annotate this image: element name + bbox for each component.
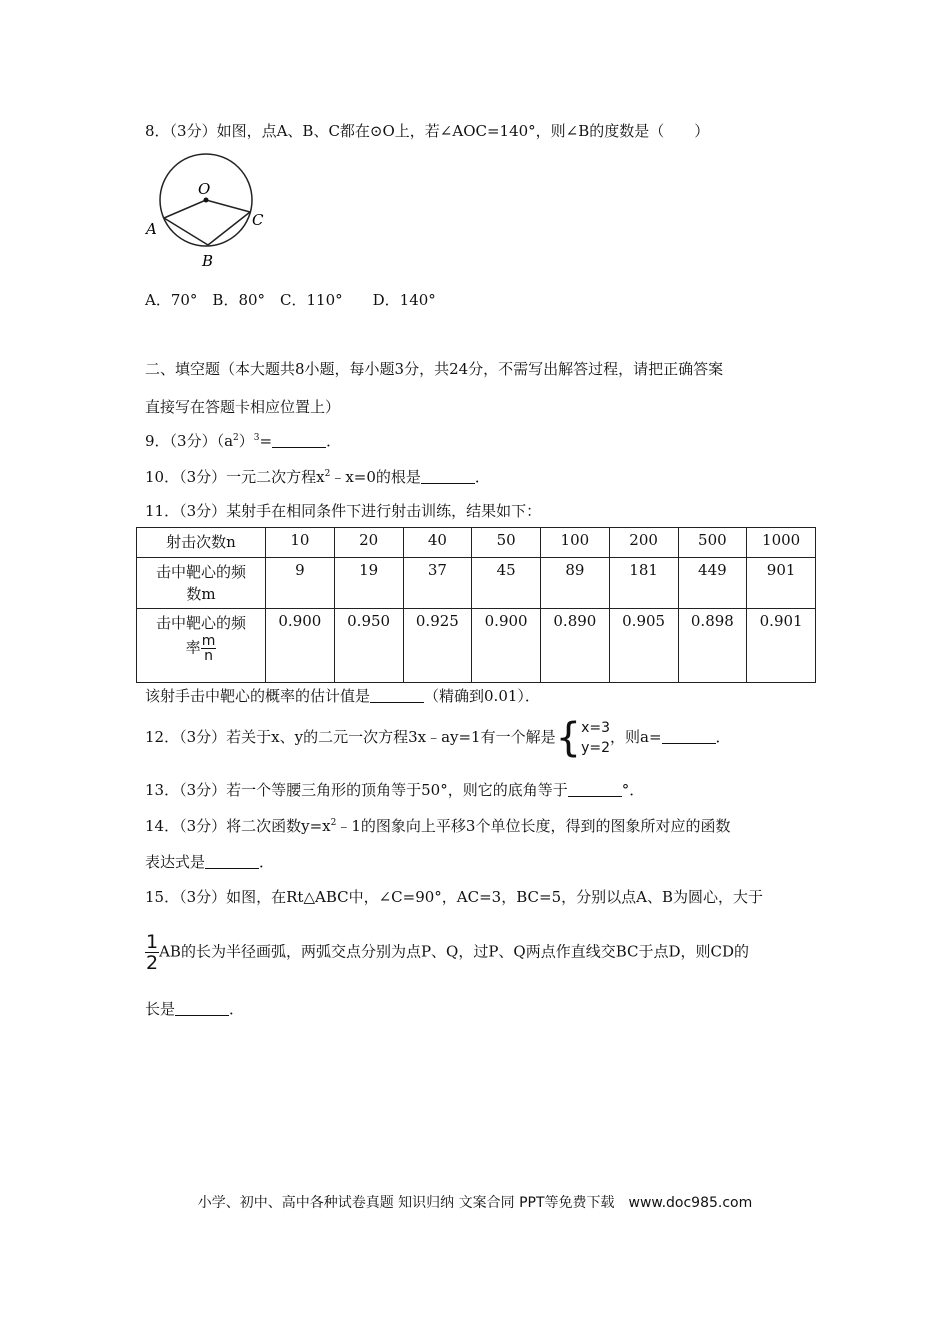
table-cell: 0.901 [747, 609, 816, 683]
table-cell: 89 [541, 558, 610, 609]
table-cell: 901 [747, 558, 816, 609]
table-cell: 0.950 [334, 609, 403, 683]
q15-line2: $\frac{1}{2}$ AB的长为半径画弧，两弧交点分别为点P、Q，过P、Q两点作直线交BC于点D，则CD的 [146, 931, 750, 974]
table-cell: 0.925 [403, 609, 472, 683]
q8-options: A．70° B．80° C．110° D．140° [145, 291, 436, 309]
label-o: O [198, 180, 211, 198]
equation-system: x=3 y=2 [581, 720, 610, 756]
table-cell: 0.900 [266, 609, 335, 683]
answer-blank [421, 469, 475, 484]
table-cell: 100 [541, 528, 610, 558]
table-cell: 500 [678, 528, 747, 558]
section2-title-line2: 直接写在答题卡相应位置上） [145, 398, 341, 416]
table-cell: 181 [609, 558, 678, 609]
table-cell: 0.900 [472, 609, 541, 683]
label-c: C [252, 211, 264, 229]
q8-stem: 8．（3分）如图，点A、B、C都在⊙O上，若∠AOC=140°，则∠B的度数是（ ） [145, 122, 710, 140]
table-cell: 0.898 [678, 609, 747, 683]
row-label-hits: 击中靶心的频 数m [137, 558, 266, 609]
answer-blank [175, 1001, 229, 1016]
left-brace-icon: { [555, 715, 582, 761]
table-cell: 0.905 [609, 609, 678, 683]
page-footer: 小学、初中、高中各种试卷真题 知识归纳 文案合同 PPT等免费下载 www.doc985.com [197, 1195, 753, 1211]
table-cell: 37 [403, 558, 472, 609]
table-cell: 40 [403, 528, 472, 558]
q14-line1: 14．（3分）将二次函数$y=x^2﹣1$的图象向上平移3个单位长度，得到的图象所对应的函数 [145, 817, 731, 835]
table-cell: 0.890 [541, 609, 610, 683]
q10: 10．（3分）一元二次方程$x^2﹣x=0$的根是 ． [145, 468, 490, 486]
q9: 9．（3分）$(a^2)^3=$ ． [145, 432, 342, 450]
table-row-shots [137, 528, 816, 558]
table-cell: 50 [472, 528, 541, 558]
label-b: B [202, 252, 214, 270]
q8-circle-figure [140, 150, 275, 270]
q15-line3: 长是 ． [145, 1000, 245, 1018]
answer-blank [370, 688, 424, 703]
table-row-hits [137, 558, 816, 609]
section2-title-line1: 二、填空题（本大题共8小题，每小题3分，共24分，不需写出解答过程，请把正确答案 [145, 360, 724, 378]
table-cell: 19 [334, 558, 403, 609]
q11-after: 该射手击中靶心的概率的估计值是 （精确到0.01）． [145, 687, 540, 705]
row-label-shots: 射击次数n [137, 528, 266, 558]
q14-line2: 表达式是 ． [145, 853, 275, 871]
table-row-rates [137, 609, 816, 683]
label-a: A [146, 220, 157, 238]
table-cell: 1000 [747, 528, 816, 558]
row-label-rates: 击中靶心的频 率 $\frac{m}{n}$ [137, 609, 266, 683]
table-cell: 20 [334, 528, 403, 558]
answer-blank [205, 854, 259, 869]
q11-stem: 11．（3分）某射手在相同条件下进行射击训练，结果如下： [145, 502, 542, 520]
table-cell: 10 [266, 528, 335, 558]
table-cell: 9 [266, 558, 335, 609]
fraction-m-over-n: $\frac{m}{n}$ [201, 633, 216, 664]
fraction-one-half: $\frac{1}{2}$ [146, 931, 159, 974]
q12: 12．（3分）若关于x、y的二元一次方程3x﹣ay=1有一个解是{x=3 y=2，则a= ． [145, 715, 731, 761]
table-cell: 45 [472, 558, 541, 609]
table-cell: 449 [678, 558, 747, 609]
answer-blank [272, 433, 326, 448]
q15-line1: 15．（3分）如图，在Rt△ABC中，∠C=90°，AC=3，BC=5，分别以点A、B为圆心，大于 [145, 888, 763, 906]
q11-table [136, 527, 816, 683]
answer-blank [568, 782, 622, 797]
answer-blank [662, 729, 716, 744]
table-cell: 200 [609, 528, 678, 558]
q13: 13．（3分）若一个等腰三角形的顶角等于50°，则它的底角等于 °． [145, 781, 645, 799]
